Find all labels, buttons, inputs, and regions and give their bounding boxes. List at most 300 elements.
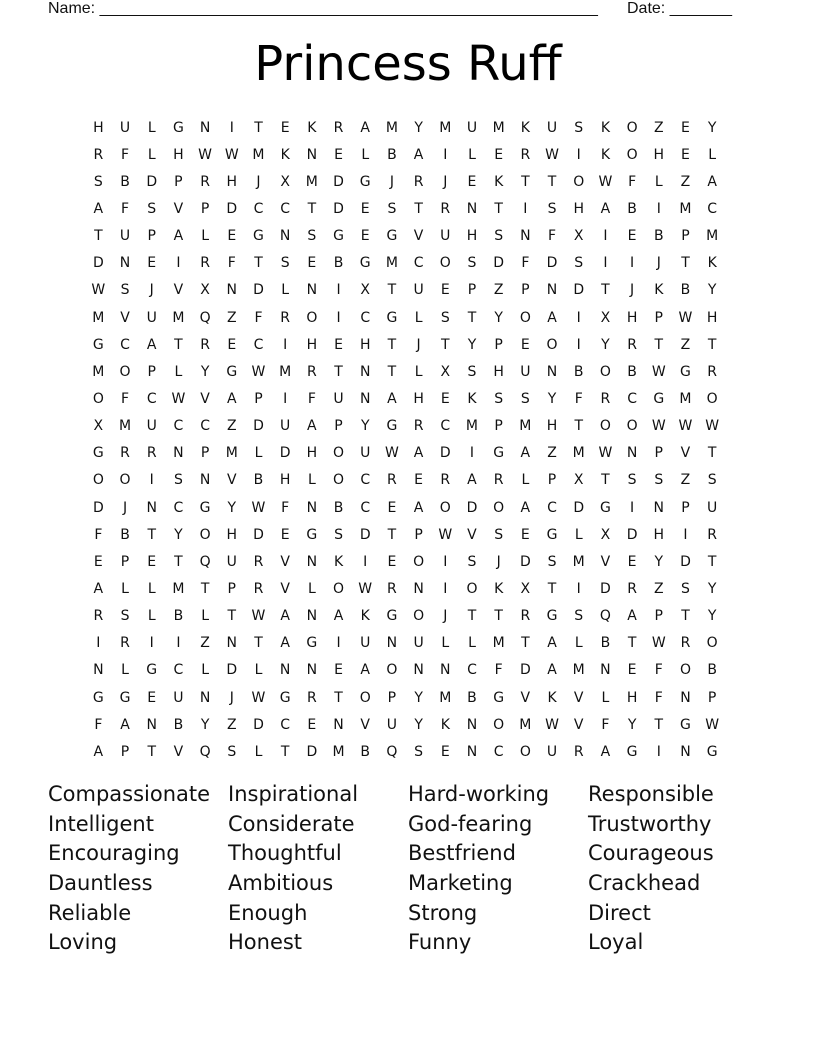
grid-letter: N	[680, 743, 691, 760]
grid-letter: Y	[601, 336, 610, 353]
grid-letter: U	[440, 228, 451, 245]
grid-letter: Q	[199, 309, 211, 326]
grid-letter: S	[280, 255, 290, 272]
grid-letter: N	[600, 662, 611, 679]
grid-letter: D	[333, 173, 344, 190]
grid-letter: I	[149, 635, 154, 652]
grid-letter: J	[256, 173, 261, 190]
grid-letter: S	[681, 580, 690, 597]
grid-letter: P	[147, 363, 156, 380]
grid-letter: R	[520, 608, 531, 625]
grid-letter: U	[707, 499, 718, 516]
grid-letter: G	[626, 743, 638, 760]
grid-letter: G	[92, 336, 104, 353]
grid-letter: T	[387, 363, 397, 380]
grid-letter: B	[120, 526, 130, 543]
grid-letter: V	[520, 689, 531, 706]
grid-letter: P	[120, 553, 130, 570]
grid-letter: R	[200, 173, 210, 190]
grid-letter: F	[548, 228, 557, 245]
grid-letter: Z	[226, 309, 237, 326]
grid-letter: B	[360, 743, 371, 760]
grid-letter: L	[254, 662, 263, 679]
grid-letter: N	[226, 635, 238, 652]
grid-letter: I	[443, 553, 448, 570]
grid-letter: T	[681, 608, 690, 625]
grid-letter: L	[307, 580, 316, 597]
grid-letter: A	[413, 445, 424, 462]
grid-letter: J	[496, 553, 501, 570]
grid-letter: E	[440, 390, 450, 407]
grid-row	[85, 141, 726, 168]
grid-letter: H	[626, 689, 638, 706]
grid-letter: L	[574, 635, 583, 652]
grid-letter: N	[306, 282, 318, 299]
grid-letter: R	[306, 363, 317, 380]
grid-letter: E	[334, 336, 343, 353]
grid-letter: A	[226, 390, 237, 407]
grid-letter: T	[254, 255, 263, 272]
grid-letter: T	[547, 173, 557, 190]
grid-letter: X	[573, 472, 584, 489]
grid-letter: L	[708, 146, 717, 163]
grid-letter: N	[306, 553, 318, 570]
grid-letter: P	[521, 282, 530, 299]
grid-letter: A	[707, 173, 717, 190]
grid-letter: A	[600, 200, 611, 217]
grid-letter: S	[120, 282, 130, 299]
grid-letter: T	[627, 635, 637, 652]
grid-letter: F	[94, 526, 103, 543]
grid-letter: L	[147, 580, 156, 597]
grid-letter: B	[333, 255, 344, 272]
grid-letter: J	[149, 282, 154, 299]
grid-letter: Q	[599, 608, 611, 625]
grid-letter: U	[119, 228, 131, 245]
grid-letter: B	[707, 662, 717, 679]
grid-letter: A	[360, 119, 370, 136]
grid-letter: A	[413, 146, 424, 163]
grid-letter: T	[227, 608, 237, 625]
grid-letter: H	[93, 119, 104, 136]
name-field-label: Name: ________________________________________________________	[48, 0, 598, 17]
grid-letter: Y	[654, 553, 664, 570]
grid-letter: R	[93, 608, 104, 625]
grid-letter: M	[679, 200, 692, 217]
grid-letter: L	[121, 580, 129, 597]
grid-letter: T	[174, 553, 183, 570]
grid-letter: G	[546, 526, 558, 543]
grid-letter: Z	[680, 336, 691, 353]
grid-letter: V	[680, 445, 691, 462]
grid-letter: N	[386, 635, 398, 652]
word-list-item: Crackhead	[588, 871, 701, 896]
grid-letter: F	[254, 309, 263, 326]
grid-letter: B	[680, 282, 691, 299]
grid-letter: K	[307, 119, 317, 136]
grid-letter: A	[547, 309, 557, 326]
grid-letter: L	[574, 526, 583, 543]
grid-letter: D	[573, 499, 585, 516]
grid-letter: O	[333, 472, 345, 489]
grid-letter: A	[93, 580, 104, 597]
grid-letter: H	[546, 418, 558, 435]
grid-letter: U	[413, 282, 424, 299]
grid-letter: T	[387, 282, 397, 299]
grid-letter: D	[226, 662, 238, 679]
grid-letter: G	[306, 526, 318, 543]
grid-letter: O	[439, 255, 451, 272]
grid-letter: Z	[547, 445, 557, 462]
grid-letter: I	[576, 146, 581, 163]
grid-letter: W	[598, 173, 613, 190]
grid-letter: B	[120, 173, 130, 190]
grid-letter: Y	[707, 580, 717, 597]
grid-letter: M	[572, 553, 585, 570]
grid-letter: Z	[680, 173, 691, 190]
grid-letter: S	[627, 472, 637, 489]
word-list-item: Courageous	[588, 841, 714, 866]
grid-letter: G	[226, 363, 238, 380]
grid-letter: D	[466, 499, 478, 516]
word-list-item: Loving	[48, 930, 118, 955]
grid-letter: W	[198, 146, 213, 163]
grid-letter: N	[306, 662, 318, 679]
grid-letter: W	[251, 363, 266, 380]
grid-letter: D	[253, 418, 264, 435]
grid-letter: L	[654, 173, 663, 190]
grid-letter: G	[119, 689, 131, 706]
grid-letter: S	[147, 200, 157, 217]
grid-letter: W	[678, 309, 693, 326]
grid-letter: K	[360, 608, 370, 625]
grid-letter: D	[253, 282, 264, 299]
grid-letter: I	[336, 309, 341, 326]
grid-letter: C	[360, 309, 371, 326]
grid-letter: U	[520, 363, 531, 380]
grid-letter: I	[149, 472, 154, 489]
grid-letter: M	[465, 418, 479, 435]
word-list-item: Inspirational	[228, 782, 359, 806]
grid-letter: M	[572, 445, 585, 462]
grid-letter: Y	[494, 309, 503, 326]
date-field-label: Date: _______	[627, 0, 732, 17]
grid-letter: O	[439, 499, 451, 516]
grid-letter: D	[600, 580, 611, 597]
grid-letter: D	[92, 255, 104, 272]
grid-letter: D	[306, 743, 318, 760]
grid-letter: P	[494, 418, 503, 435]
grid-letter: W	[705, 716, 720, 733]
word-list-item: Hard-working	[408, 782, 550, 806]
grid-letter: V	[280, 553, 290, 570]
grid-row	[85, 440, 726, 467]
grid-letter: X	[573, 228, 584, 245]
grid-letter: X	[280, 173, 290, 190]
grid-letter: P	[387, 689, 397, 706]
grid-letter: V	[173, 743, 184, 760]
grid-letter: E	[627, 662, 637, 679]
grid-letter: F	[227, 255, 236, 272]
grid-letter: R	[627, 336, 637, 353]
grid-letter: M	[305, 173, 318, 190]
grid-letter: M	[118, 418, 132, 435]
grid-letter: E	[307, 255, 317, 272]
grid-letter: T	[174, 336, 183, 353]
grid-letter: V	[413, 228, 424, 245]
grid-letter: O	[119, 363, 131, 380]
grid-letter: M	[439, 119, 452, 136]
grid-letter: S	[547, 200, 557, 217]
grid-letter: U	[546, 743, 558, 760]
grid-letter: X	[93, 418, 104, 435]
grid-letter: E	[627, 553, 637, 570]
grid-letter: V	[173, 282, 184, 299]
grid-row	[85, 467, 726, 494]
grid-letter: I	[176, 635, 181, 652]
grid-row	[85, 711, 726, 738]
grid-letter: S	[227, 743, 237, 760]
grid-letter: D	[519, 553, 531, 570]
grid-letter: Y	[707, 282, 717, 299]
grid-letter: V	[573, 716, 584, 733]
grid-letter: M	[492, 119, 505, 136]
grid-letter: A	[333, 608, 344, 625]
grid-letter: N	[306, 608, 318, 625]
grid-letter: S	[467, 255, 477, 272]
grid-row	[85, 304, 726, 331]
word-list-item: Funny	[408, 930, 472, 955]
grid-letter: U	[466, 119, 478, 136]
grid-row	[85, 521, 726, 548]
grid-letter: U	[413, 635, 424, 652]
grid-letter: A	[520, 499, 531, 516]
grid-letter: L	[521, 472, 530, 489]
grid-letter: W	[651, 418, 666, 435]
grid-letter: T	[654, 336, 664, 353]
page-title: Princess Ruff	[254, 36, 562, 92]
grid-letter: O	[333, 580, 345, 597]
grid-letter: N	[680, 689, 691, 706]
word-list-item: God-fearing	[408, 811, 533, 836]
grid-letter: Y	[414, 716, 423, 733]
grid-letter: P	[681, 228, 690, 245]
grid-letter: U	[360, 635, 371, 652]
grid-letter: S	[120, 608, 130, 625]
grid-letter: L	[254, 445, 263, 462]
grid-letter: S	[574, 608, 584, 625]
grid-letter: H	[653, 146, 665, 163]
grid-letter: U	[226, 553, 237, 570]
grid-letter: E	[147, 553, 157, 570]
grid-letter: A	[280, 635, 290, 652]
grid-letter: Y	[707, 608, 717, 625]
grid-letter: N	[119, 255, 131, 272]
grid-letter: W	[598, 445, 613, 462]
grid-letter: T	[494, 200, 503, 217]
grid-letter: M	[172, 309, 185, 326]
grid-letter: E	[280, 526, 290, 543]
grid-letter: S	[93, 173, 103, 190]
grid-letter: N	[626, 445, 638, 462]
grid-letter: T	[467, 309, 477, 326]
grid-letter: R	[413, 418, 424, 435]
grid-letter: R	[200, 255, 210, 272]
grid-letter: W	[545, 716, 559, 733]
grid-row	[85, 684, 726, 711]
grid-letter: R	[333, 119, 344, 136]
grid-letter: M	[279, 363, 292, 380]
grid-letter: R	[680, 635, 691, 652]
grid-letter: O	[413, 553, 425, 570]
grid-letter: F	[121, 200, 130, 217]
grid-letter: U	[333, 390, 344, 407]
grid-letter: I	[96, 635, 101, 652]
grid-letter: O	[493, 499, 505, 516]
grid-letter: Z	[493, 282, 504, 299]
grid-letter: L	[147, 119, 156, 136]
grid-letter: D	[226, 200, 238, 217]
grid-letter: F	[307, 390, 316, 407]
grid-letter: W	[251, 689, 266, 706]
grid-letter: M	[492, 635, 505, 652]
grid-letter: Y	[174, 526, 183, 543]
grid-letter: I	[443, 580, 448, 597]
grid-letter: L	[201, 228, 209, 245]
grid-letter: G	[680, 363, 691, 380]
grid-row	[85, 413, 726, 440]
grid-letter: G	[680, 716, 691, 733]
grid-letter: H	[706, 309, 718, 326]
grid-letter: R	[493, 472, 504, 489]
grid-letter: R	[253, 553, 264, 570]
grid-letter: S	[440, 309, 450, 326]
grid-letter: P	[334, 418, 343, 435]
grid-letter: F	[521, 255, 530, 272]
grid-letter: K	[440, 716, 450, 733]
grid-letter: K	[600, 146, 610, 163]
grid-letter: H	[306, 445, 318, 462]
grid-letter: T	[521, 173, 530, 190]
grid-letter: C	[120, 336, 130, 353]
grid-letter: Z	[226, 418, 237, 435]
word-list-item: Loyal	[588, 930, 644, 955]
grid-letter: L	[414, 363, 423, 380]
grid-letter: E	[681, 146, 690, 163]
grid-letter: I	[523, 200, 528, 217]
grid-letter: M	[439, 689, 452, 706]
grid-letter: R	[600, 390, 611, 407]
grid-letter: W	[358, 580, 373, 597]
grid-letter: B	[173, 716, 184, 733]
grid-letter: D	[493, 255, 505, 272]
grid-letter: E	[520, 526, 530, 543]
grid-letter: P	[467, 282, 477, 299]
grid-letter: H	[573, 200, 584, 217]
grid-row	[85, 385, 726, 412]
grid-letter: G	[706, 743, 718, 760]
grid-letter: X	[200, 282, 210, 299]
grid-letter: O	[706, 635, 718, 652]
grid-letter: G	[253, 228, 264, 245]
grid-letter: L	[414, 309, 423, 326]
grid-letter: T	[200, 580, 210, 597]
grid-letter: V	[360, 716, 370, 733]
grid-letter: N	[653, 499, 665, 516]
grid-letter: P	[147, 228, 156, 245]
grid-letter: E	[360, 228, 370, 245]
grid-letter: A	[93, 743, 104, 760]
grid-letter: P	[254, 390, 263, 407]
grid-letter: K	[547, 689, 557, 706]
grid-letter: L	[468, 635, 476, 652]
word-list-item: Responsible	[588, 782, 714, 806]
grid-letter: X	[600, 309, 611, 326]
grid-letter: S	[707, 472, 717, 489]
grid-letter: J	[389, 173, 394, 190]
grid-letter: G	[493, 689, 505, 706]
grid-letter: W	[438, 526, 453, 543]
grid-letter: E	[334, 146, 343, 163]
grid-letter: M	[172, 580, 185, 597]
grid-letter: X	[520, 580, 531, 597]
grid-letter: J	[443, 173, 448, 190]
grid-letter: T	[334, 689, 343, 706]
grid-letter: Y	[414, 689, 423, 706]
grid-letter: A	[360, 662, 370, 679]
grid-letter: B	[253, 472, 264, 489]
grid-letter: R	[627, 580, 637, 597]
grid-letter: J	[229, 689, 234, 706]
grid-letter: H	[173, 146, 184, 163]
grid-letter: T	[467, 608, 477, 625]
grid-letter: M	[519, 418, 532, 435]
grid-row	[85, 603, 726, 630]
grid-letter: N	[306, 146, 318, 163]
grid-letter: O	[519, 309, 531, 326]
grid-letter: G	[333, 228, 344, 245]
grid-letter: L	[147, 608, 156, 625]
grid-letter: C	[280, 716, 291, 733]
grid-letter: L	[307, 472, 316, 489]
grid-letter: E	[681, 119, 690, 136]
grid-letter: H	[653, 526, 665, 543]
grid-letter: M	[679, 390, 692, 407]
grid-letter: W	[251, 608, 266, 625]
grid-letter: W	[384, 445, 399, 462]
grid-letter: O	[573, 173, 585, 190]
grid-letter: I	[603, 255, 608, 272]
grid-letter: G	[359, 255, 371, 272]
grid-letter: D	[519, 662, 531, 679]
grid-letter: Y	[627, 716, 637, 733]
word-list-item: Honest	[228, 930, 303, 955]
grid-letter: T	[254, 635, 263, 652]
grid-row	[85, 630, 726, 657]
grid-letter: Y	[547, 390, 557, 407]
grid-letter: V	[467, 526, 477, 543]
grid-letter: O	[306, 309, 318, 326]
grid-letter: W	[651, 635, 666, 652]
grid-letter: J	[630, 282, 635, 299]
grid-letter: T	[547, 580, 557, 597]
word-list-item: Compassionate	[48, 782, 211, 806]
grid-row	[85, 738, 726, 765]
grid-row	[85, 331, 726, 358]
grid-letter: F	[574, 390, 583, 407]
grid-letter: R	[440, 200, 451, 217]
grid-letter: T	[601, 282, 610, 299]
